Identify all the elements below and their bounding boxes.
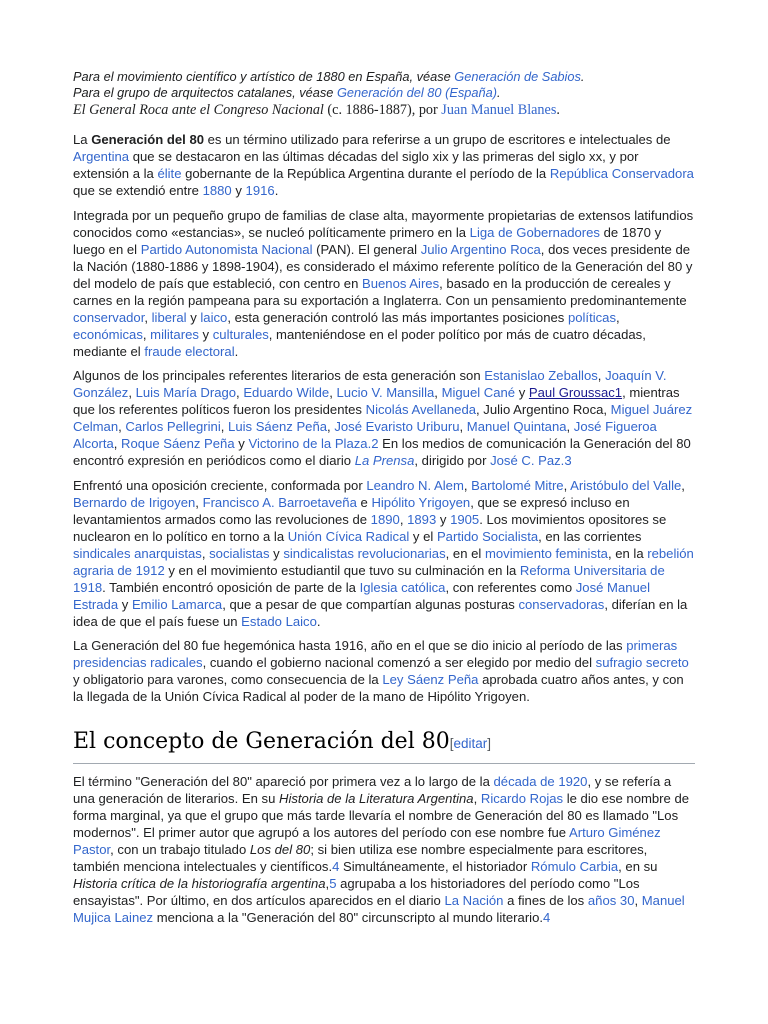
text: La bbox=[73, 132, 92, 147]
link-liberal[interactable]: liberal bbox=[151, 309, 187, 325]
text: , manteniéndose en el poder político por más de cuatro décadas, mediante el bbox=[73, 326, 646, 359]
hatnote-sabios bbox=[73, 69, 695, 85]
text: , bbox=[634, 893, 642, 908]
link-1905[interactable]: 1905 bbox=[450, 511, 480, 527]
text: , bbox=[681, 477, 685, 493]
text: , en el bbox=[445, 545, 485, 561]
hatnote-text: Para el movimiento científico y artístico de 1880 en España, véase bbox=[73, 69, 455, 84]
link-decada-de-1920[interactable]: década de 1920 bbox=[493, 774, 588, 789]
text: , en la bbox=[607, 545, 648, 561]
link-lucio-v-mansilla[interactable]: Lucio V. Mansilla bbox=[336, 385, 435, 400]
text: , bbox=[434, 385, 442, 400]
text: le dio ese nombre de forma marginal, ya que el grupo que más tarde llevaría el nombre de Generación del 80 es llamado "Los modernos". El primer autor que agrupó a los autores del período con ese nombre fue bbox=[73, 791, 690, 840]
text: , en las corrientes bbox=[538, 528, 642, 544]
link-conservadoras[interactable]: conservadoras bbox=[518, 596, 605, 612]
text: ; si bien utiliza ese nombre especialmente para escritores, también menciona intelectuales y científicos. bbox=[73, 842, 648, 874]
text: , bbox=[566, 419, 574, 434]
text: , basado en la producción de cereales y carnes en la región pampeana para su exportación a Inglaterra. Con un pensamiento predominantemente bbox=[73, 275, 687, 308]
link-movimiento-feminista[interactable]: movimiento feminista bbox=[484, 545, 608, 561]
text: de 1870 y luego en el bbox=[73, 224, 662, 257]
link-la-prensa[interactable]: La Prensa bbox=[354, 453, 415, 468]
text: , dos veces presidente de la Nación (1880-1886 y 1898-1904), es considerado el máximo referente político de la Generación del 80 y del modelo de país que estableció, con centro en bbox=[73, 241, 693, 291]
text: . bbox=[234, 343, 239, 359]
text: , que se expresó incluso en levantamientos armados como las revoluciones de bbox=[73, 494, 630, 527]
text: y obligatorio para varones, como consecuencia de la bbox=[73, 672, 383, 687]
text: El término "Generación del 80" apareció por primera vez a lo largo de la bbox=[73, 774, 494, 789]
paragraph-hegemonia bbox=[73, 637, 695, 705]
link-estado-laico[interactable]: Estado Laico bbox=[241, 613, 317, 629]
caption-date: (c. 1886-1887), por bbox=[323, 102, 442, 118]
text: y bbox=[231, 183, 246, 198]
text: , bbox=[325, 876, 330, 891]
text: . bbox=[274, 183, 279, 198]
link-generacion-80-espana[interactable]: Generación del 80 (España) bbox=[336, 85, 497, 100]
edit-bracket: ] bbox=[487, 736, 492, 751]
link-argentina[interactable]: Argentina bbox=[73, 149, 130, 164]
text: aprobada cuatro años antes, y con la llegada de la Unión Cívica Radical al poder de la mano de Hipólito Yrigoyen. bbox=[73, 672, 684, 704]
text: . También encontró oposición de parte de la bbox=[102, 579, 360, 595]
text: , bbox=[563, 477, 571, 493]
link-1916[interactable]: 1916 bbox=[245, 183, 275, 198]
link-eduardo-wilde[interactable]: Eduardo Wilde bbox=[243, 385, 330, 400]
link-miguel-cane[interactable]: Miguel Cané bbox=[441, 385, 516, 400]
link-buenos-aires[interactable]: Buenos Aires bbox=[361, 275, 440, 291]
text: , bbox=[144, 309, 152, 325]
text: y el bbox=[409, 528, 437, 544]
link-union-civica-radical[interactable]: Unión Cívica Radical bbox=[287, 528, 410, 544]
text: , en su bbox=[618, 859, 658, 874]
link-liga-de-gobernadores[interactable]: Liga de Gobernadores bbox=[469, 224, 600, 240]
text: , bbox=[473, 791, 481, 806]
text: , bbox=[597, 368, 606, 383]
link-sindicales-anarquistas[interactable]: sindicales anarquistas bbox=[73, 545, 202, 561]
text: e bbox=[356, 494, 372, 510]
link-jose-manuel-estrada[interactable]: José Manuel Estrada bbox=[73, 579, 650, 612]
caption-text: . bbox=[556, 102, 560, 118]
section-title: El concepto de Generación del 80 bbox=[73, 729, 450, 754]
link-luis-saenz-pena[interactable]: Luis Sáenz Peña bbox=[228, 419, 328, 434]
text: y bbox=[118, 596, 132, 612]
link-rebelion-agraria-1912[interactable]: rebelión agraria de 1912 bbox=[73, 545, 694, 578]
text: , bbox=[327, 419, 335, 434]
link-paul-groussac[interactable]: Paul Groussac1 bbox=[528, 385, 623, 400]
edit-bracket: [ bbox=[449, 736, 454, 751]
link-jose-c-paz[interactable]: José C. Paz.3 bbox=[490, 453, 572, 468]
text: , bbox=[142, 326, 151, 342]
link-conservador[interactable]: conservador bbox=[73, 309, 145, 325]
text: , esta generación controló las más importantes posiciones bbox=[227, 309, 568, 325]
link-politicas[interactable]: políticas bbox=[567, 309, 616, 325]
link-fraude-electoral[interactable]: fraude electoral bbox=[144, 343, 235, 359]
reference-link[interactable]: 5 bbox=[329, 876, 337, 891]
text: , bbox=[616, 309, 620, 325]
link-elite[interactable]: élite bbox=[157, 166, 182, 181]
text: y bbox=[198, 326, 213, 342]
text: . bbox=[316, 613, 321, 629]
text: , bbox=[236, 385, 244, 400]
link-ricardo-rojas[interactable]: Ricardo Rojas bbox=[480, 791, 564, 806]
text: y bbox=[186, 309, 201, 325]
link-1893[interactable]: 1893 bbox=[407, 511, 437, 527]
link-culturales[interactable]: culturales bbox=[212, 326, 269, 342]
text: . Los movimientos opositores se nuclearon en lo político en torno a la bbox=[73, 511, 667, 544]
paragraph-concepto bbox=[73, 773, 695, 926]
text: Enfrentó una oposición creciente, conformada por bbox=[73, 477, 367, 493]
text: , dirigido por bbox=[414, 453, 491, 468]
link-anos-30[interactable]: años 30 bbox=[587, 893, 635, 908]
book-title: Los del 80 bbox=[249, 842, 311, 857]
link-joaquin-v-gonzalez[interactable]: Joaquín V. González bbox=[73, 368, 667, 400]
link-miguel-juarez-celman[interactable]: Miguel Juárez Celman bbox=[73, 402, 693, 434]
edit-section-link[interactable]: editar bbox=[453, 736, 488, 751]
link-laico[interactable]: laico bbox=[200, 309, 228, 325]
link-juan-manuel-blanes[interactable]: Juan Manuel Blanes bbox=[441, 102, 557, 118]
link-socialistas[interactable]: socialistas bbox=[209, 545, 270, 561]
text: , bbox=[201, 545, 210, 561]
hatnote-text: Para el grupo de arquitectos catalanes, véase bbox=[73, 85, 337, 100]
text: Integrada por un pequeño grupo de familias de clase alta, mayormente propietarias de extensos latifundios conocidos como «estancias», se nucleó políticamente primero en la bbox=[73, 207, 694, 240]
link-primeras-presidencias-radicales[interactable]: primeras presidencias radicales bbox=[73, 638, 678, 670]
link-nicolas-avellaneda[interactable]: Nicolás Avellaneda bbox=[365, 402, 477, 417]
section-heading-concepto bbox=[73, 727, 695, 764]
text: , cuando el gobierno nacional comenzó a ser elegido por medio del bbox=[202, 655, 596, 670]
text: gobernante de la República Argentina durante el período de la bbox=[181, 166, 550, 181]
link-carlos-pellegrini[interactable]: Carlos Pellegrini bbox=[125, 419, 221, 434]
article-subject: Generación del 80 bbox=[91, 132, 205, 147]
text: , diferían en la idea de que el país fuese un bbox=[73, 596, 688, 629]
paragraph-oposicion bbox=[73, 477, 695, 630]
text: , bbox=[195, 494, 203, 510]
link-victorino-de-la-plaza[interactable]: Victorino de la Plaza.2 bbox=[248, 436, 379, 451]
link-manuel-quintana[interactable]: Manuel Quintana bbox=[466, 419, 567, 434]
book-title: Historia de la Literatura Argentina bbox=[279, 791, 474, 806]
text: , con referentes como bbox=[445, 579, 576, 595]
text: , bbox=[329, 385, 337, 400]
text: , con un trabajo titulado bbox=[110, 842, 250, 857]
link-partido-autonomista-nacional[interactable]: Partido Autonomista Nacional bbox=[140, 241, 313, 257]
reference-link[interactable]: 4 bbox=[332, 859, 340, 874]
text: que se destacaron en las últimas décadas del siglo xix y las primeras del siglo xx, y por extensión a la bbox=[73, 149, 639, 181]
text: y bbox=[269, 545, 284, 561]
link-francisco-a-barroetavena[interactable]: Francisco A. Barroetaveña bbox=[202, 494, 357, 510]
link-sufragio-secreto[interactable]: sufragio secreto bbox=[595, 655, 689, 670]
link-estanislao-zeballos[interactable]: Estanislao Zeballos bbox=[484, 368, 598, 383]
link-economicas[interactable]: económicas bbox=[73, 326, 143, 342]
link-la-nacion[interactable]: La Nación bbox=[444, 893, 504, 908]
text: Algunos de los principales referentes literarios de esta generación son bbox=[73, 368, 485, 383]
text: (PAN). El general bbox=[312, 241, 421, 257]
link-hipolito-yrigoyen[interactable]: Hipólito Yrigoyen bbox=[371, 494, 471, 510]
link-1880[interactable]: 1880 bbox=[202, 183, 232, 198]
hatnote-espana bbox=[73, 85, 695, 101]
text: , Julio Argentino Roca, bbox=[476, 402, 611, 417]
text: En los medios de comunicación la Generación del 80 encontró expresión en periódicos como el diario bbox=[73, 436, 691, 468]
link-militares[interactable]: militares bbox=[150, 326, 199, 342]
text: , bbox=[463, 477, 472, 493]
link-reforma-universitaria-1918[interactable]: Reforma Universitaria de 1918 bbox=[73, 562, 665, 595]
text: menciona a la "Generación del 80" circunscripto al mundo literario. bbox=[153, 910, 544, 925]
text: , mientras que los referentes políticos fueron los presidentes bbox=[73, 385, 680, 417]
link-leandro-n-alem[interactable]: Leandro N. Alem bbox=[366, 477, 464, 493]
link-ley-saenz-pena[interactable]: Ley Sáenz Peña bbox=[382, 672, 479, 687]
text: , que a pesar de que compartían algunas posturas bbox=[222, 596, 519, 612]
reference-link[interactable]: 4 bbox=[543, 910, 551, 925]
text: , bbox=[128, 385, 136, 400]
paragraph-intro bbox=[73, 131, 695, 199]
link-arturo-gimenez-pastor[interactable]: Arturo Giménez Pastor bbox=[73, 825, 661, 857]
link-aristobulo-del-valle[interactable]: Aristóbulo del Valle bbox=[570, 477, 682, 493]
link-emilio-lamarca[interactable]: Emilio Lamarca bbox=[131, 596, 223, 612]
text: es un término utilizado para referirse a un grupo de escritores e intelectuales de bbox=[204, 132, 671, 147]
caption-title: El General Roca ante el Congreso Nacional bbox=[73, 102, 324, 118]
text: y bbox=[234, 436, 249, 451]
link-luis-maria-drago[interactable]: Luis María Drago bbox=[135, 385, 237, 400]
paragraph-integrada bbox=[73, 207, 695, 360]
hatnote-text: . bbox=[580, 69, 585, 84]
text: , bbox=[220, 419, 229, 434]
link-iglesia-catolica[interactable]: Iglesia católica bbox=[359, 579, 446, 595]
text: , bbox=[399, 511, 408, 527]
text: , bbox=[113, 436, 122, 451]
text: que se extendió entre bbox=[73, 183, 203, 198]
link-partido-socialista[interactable]: Partido Socialista bbox=[436, 528, 539, 544]
link-republica-conservadora[interactable]: República Conservadora bbox=[549, 166, 694, 181]
link-romulo-carbia[interactable]: Rómulo Carbia bbox=[530, 859, 619, 874]
text: y bbox=[436, 511, 451, 527]
text: agrupaba a los historiadores del período como "Los ensayistas". Por último, en dos artículos aparecidos en el diario bbox=[73, 876, 640, 908]
hatnote-text: . bbox=[497, 85, 501, 100]
text: y en el movimiento estudiantil que tuvo su culminación en la bbox=[164, 562, 520, 578]
text: , bbox=[459, 419, 467, 434]
text: , y se refería a una generación de literarios. En su bbox=[73, 774, 672, 806]
paragraph-referentes bbox=[73, 367, 695, 469]
book-title: Historia crítica de la historiografía argentina bbox=[73, 876, 326, 891]
text: y bbox=[515, 385, 529, 400]
text: Simultáneamente, el historiador bbox=[339, 859, 531, 874]
link-bernardo-de-irigoyen[interactable]: Bernardo de Irigoyen bbox=[73, 494, 196, 510]
text: , bbox=[118, 419, 126, 434]
text: a fines de los bbox=[503, 893, 588, 908]
link-manuel-mujica-lainez[interactable]: Manuel Mujica Lainez bbox=[73, 893, 685, 925]
link-bartolome-mitre[interactable]: Bartolomé Mitre bbox=[471, 477, 564, 493]
article-content bbox=[73, 0, 695, 934]
link-jose-evaristo-uriburu[interactable]: José Evaristo Uriburu bbox=[334, 419, 460, 434]
text: La Generación del 80 fue hegemónica hasta 1916, año en el que se dio inicio al período de las bbox=[73, 638, 627, 653]
link-julio-argentino-roca[interactable]: Julio Argentino Roca bbox=[420, 241, 541, 257]
link-generacion-de-sabios[interactable]: Generación de Sabios bbox=[454, 69, 581, 84]
link-1890[interactable]: 1890 bbox=[370, 511, 400, 527]
image-caption bbox=[73, 101, 695, 119]
link-jose-figueroa-alcorta[interactable]: José Figueroa Alcorta bbox=[73, 419, 657, 451]
link-sindicalistas-revolucionarias[interactable]: sindicalistas revolucionarias bbox=[283, 545, 446, 561]
link-roque-saenz-pena[interactable]: Roque Sáenz Peña bbox=[121, 436, 235, 451]
